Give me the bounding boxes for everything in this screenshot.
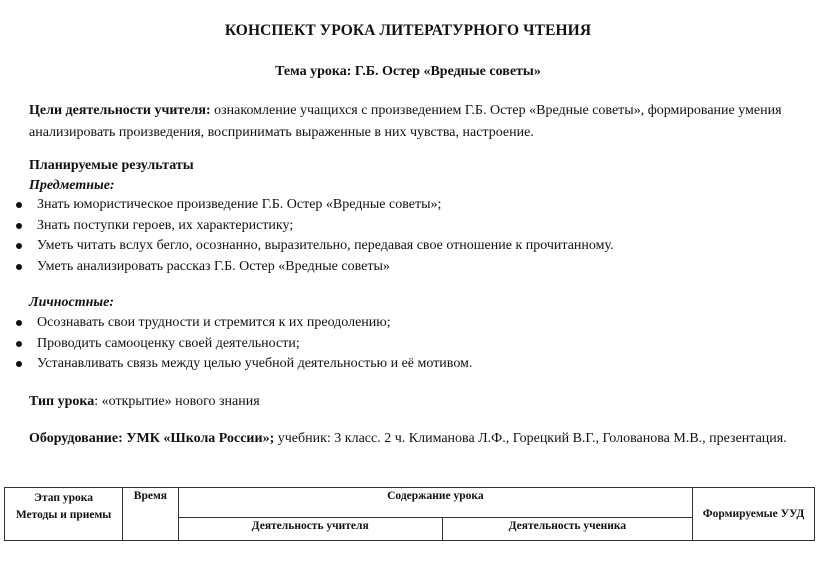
bullet-icon — [16, 264, 22, 270]
bullet-icon — [16, 320, 22, 326]
list-item: Проводить самооценку своей деятельности; — [0, 334, 816, 355]
header-stage-methods: Этап урока Методы и приемы — [5, 488, 123, 541]
equipment — [29, 431, 787, 447]
equipment-text: учебник: 3 класс. 2 ч. Климанова Л.Ф., Горецкий В.Г., Голованова М.В., презентация. — [274, 431, 787, 446]
header-time: Время — [123, 488, 179, 541]
personal-results-list — [0, 313, 816, 375]
lesson-type-label: Тип урока — [29, 394, 95, 409]
lesson-plan-table — [4, 487, 815, 541]
list-item: Уметь анализировать рассказ Г.Б. Остер «Вредные советы» — [0, 257, 816, 278]
planned-results-heading: Планируемые результаты — [29, 158, 194, 173]
list-item: Устанавливать связь между целью учебной деятельностью и её мотивом. — [0, 354, 816, 375]
table-header-row — [5, 488, 815, 518]
teacher-goals-text: ознакомление учащихся с произведением Г.Б. Остер «Вредные советы», формирование умения анализировать произведения, воспринимать выраженные в них чувства, настроение. — [29, 103, 782, 140]
bullet-icon — [16, 243, 22, 249]
document-title: КОНСПЕКТ УРОКА ЛИТЕРАТУРНОГО ЧТЕНИЯ — [224, 22, 592, 39]
bullet-icon — [16, 341, 22, 347]
lesson-type — [29, 394, 260, 410]
equipment-label: Оборудование: — [29, 431, 123, 446]
bullet-icon — [16, 223, 22, 229]
header-teacher-activity: Деятельность учителя — [178, 518, 442, 541]
bullet-icon — [16, 361, 22, 367]
header-uud: Формируемые УУД — [693, 488, 815, 541]
subject-results-list — [0, 195, 816, 277]
bullet-icon — [16, 202, 22, 208]
subject-results-label: Предметные: — [29, 178, 115, 193]
list-item: Уметь читать вслух бегло, осознанно, выразительно, передавая свое отношение к прочитанному. — [0, 236, 816, 257]
teacher-goals-label: Цели деятельности учителя: — [29, 103, 211, 118]
list-item: Знать поступки героев, их характеристику; — [0, 216, 816, 237]
list-item: Знать юмористическое произведение Г.Б. Остер «Вредные советы»; — [0, 195, 816, 216]
lesson-topic: Тема урока: Г.Б. Остер «Вредные советы» — [275, 64, 541, 79]
header-student-activity: Деятельность ученика — [442, 518, 692, 541]
teacher-goals — [29, 100, 815, 144]
header-lesson-content: Содержание урока — [178, 488, 692, 518]
personal-results-label: Личностные: — [29, 295, 114, 310]
list-item: Осознавать свои трудности и стремится к их преодолению; — [0, 313, 816, 334]
equipment-kit: УМК «Школа России»; — [122, 431, 275, 446]
lesson-type-text: : «открытие» нового знания — [94, 394, 260, 409]
